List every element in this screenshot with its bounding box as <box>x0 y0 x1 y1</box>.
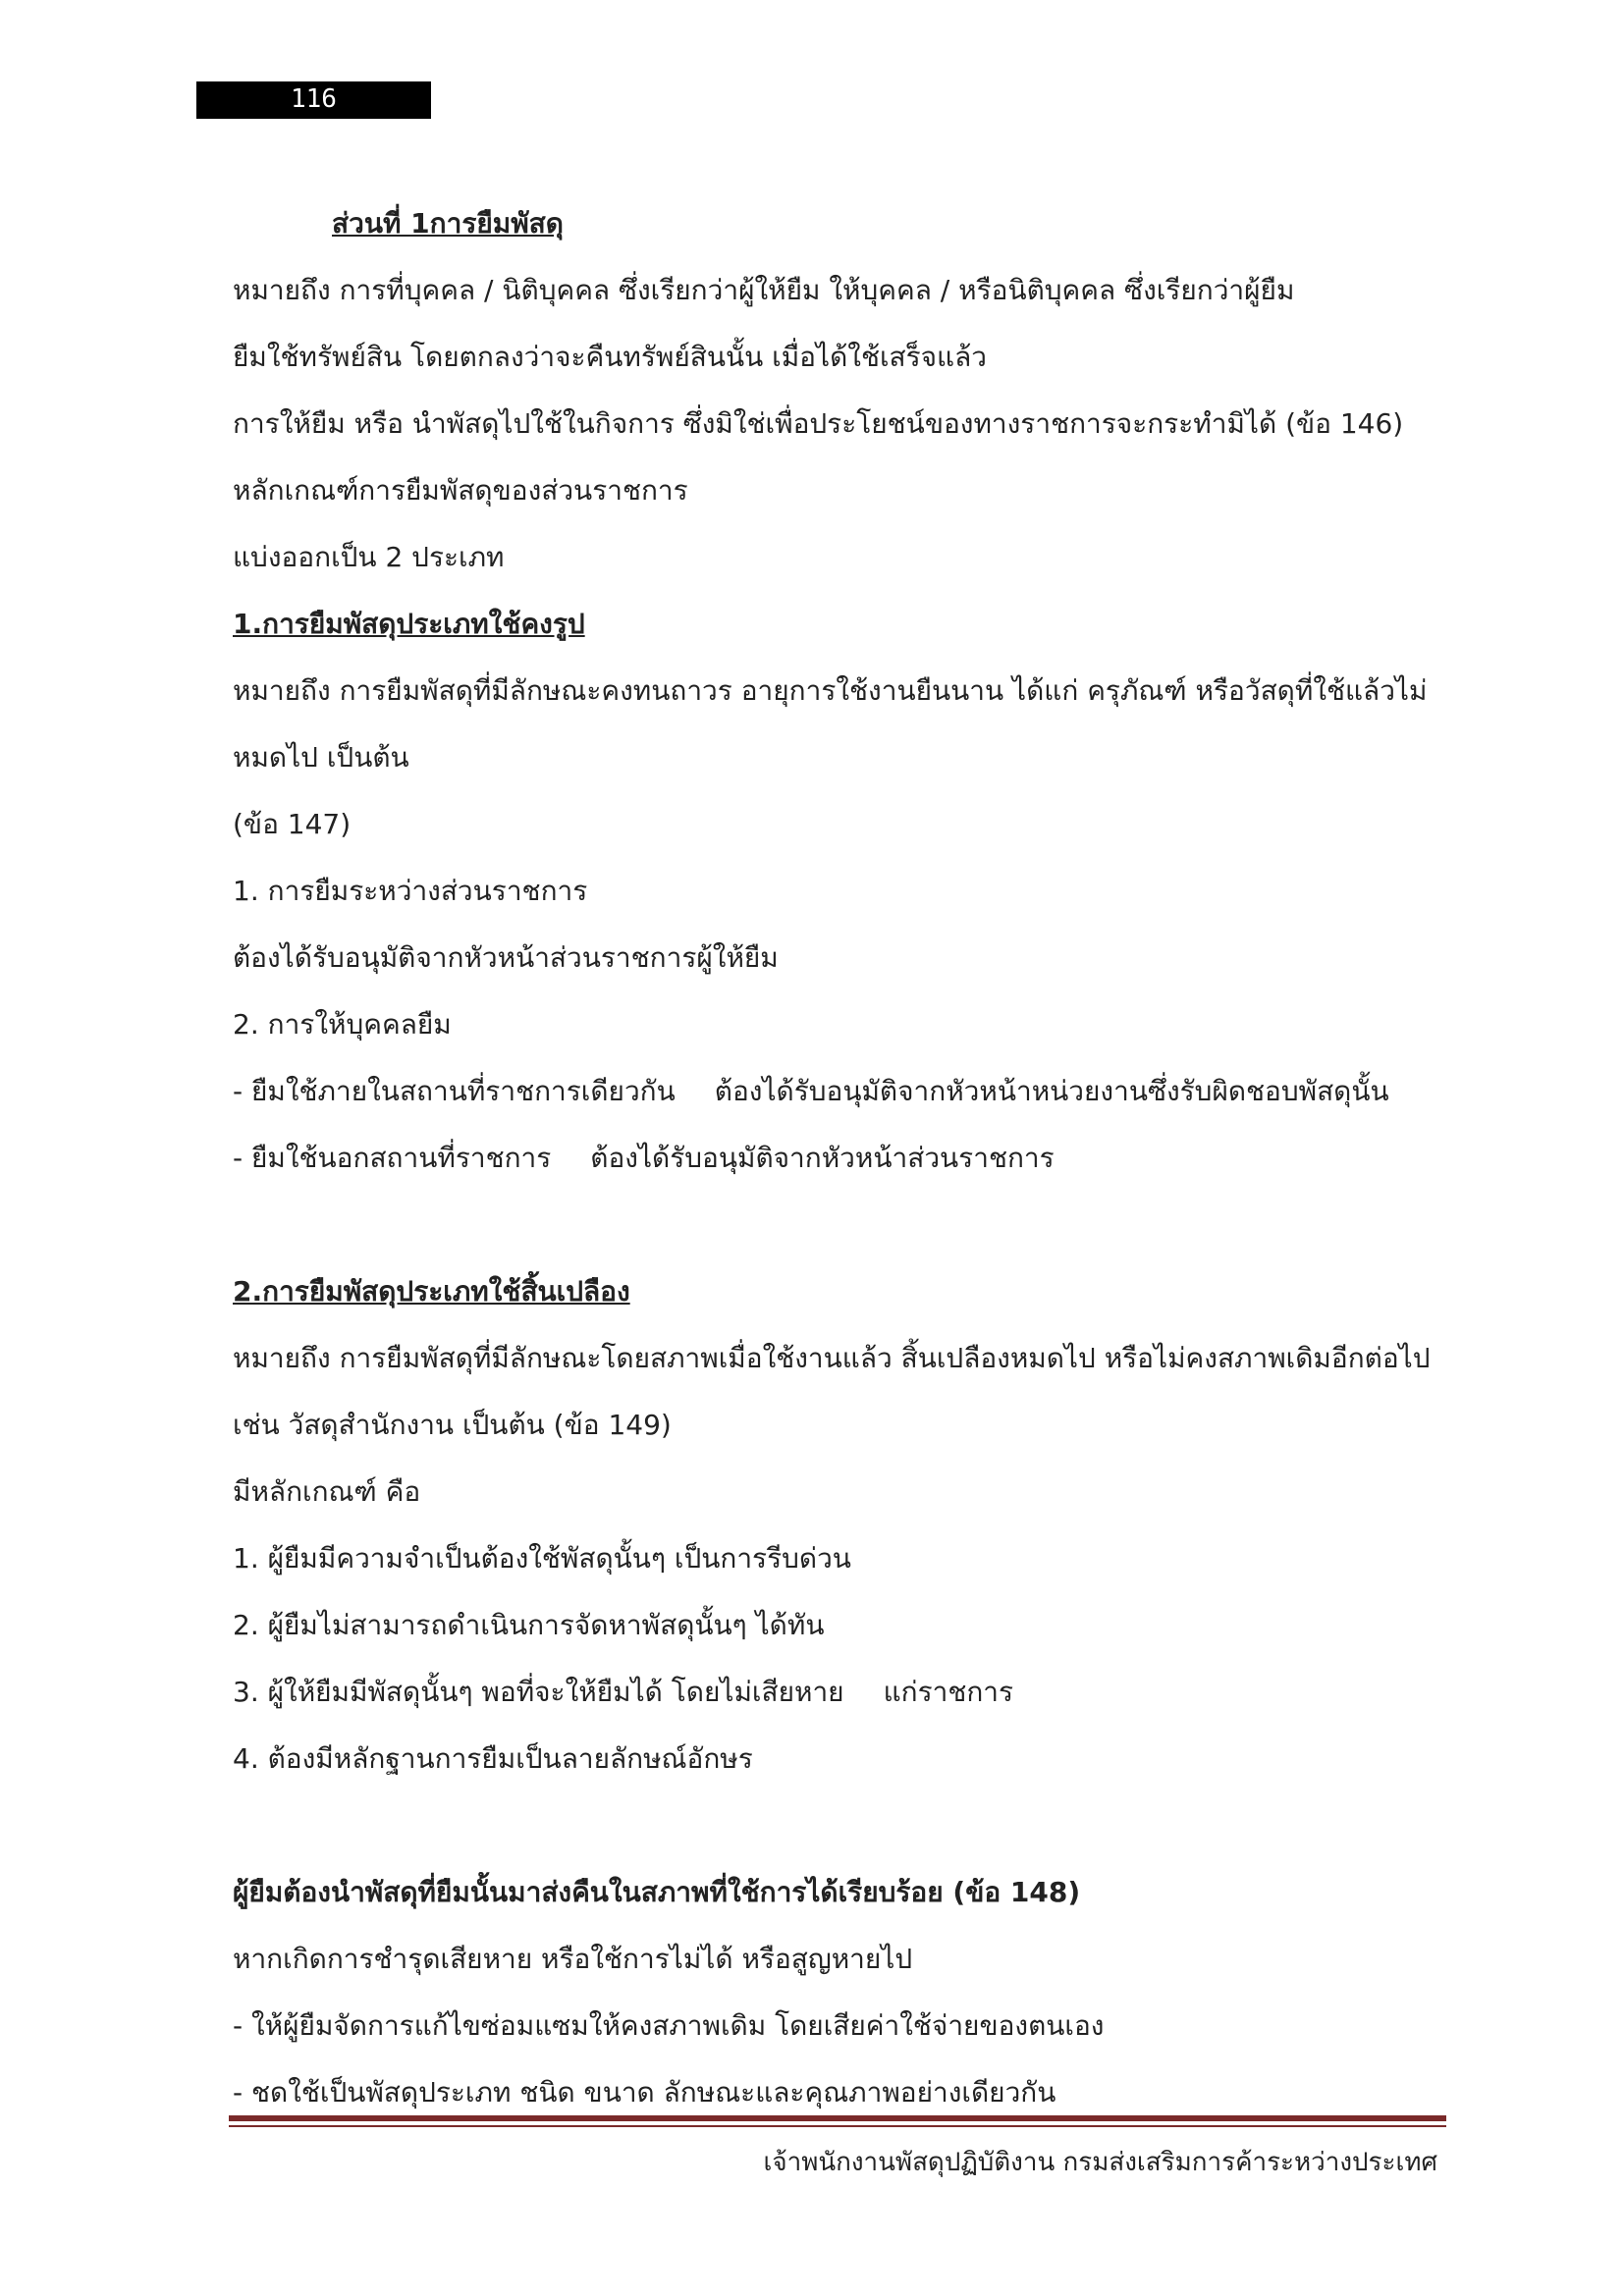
footer-rule-thin <box>229 2125 1446 2127</box>
return-title: ผู้ยืมต้องนำพัสดุที่ยืมนั้นมาส่งคืนในสภาพที่ใช้การได้เรียบร้อย (ข้อ 148) <box>233 1876 1081 1908</box>
section-1-definition-line-1: หมายถึง การที่บุคคล / นิติบุคคล ซึ่งเรียกว่าผู้ให้ยืม ให้บุคคล / หรือนิติบุคคล ซึ่งเรียกว่าผู้ยืม <box>233 274 1295 306</box>
type-1-item-2-b <box>233 1139 1055 1178</box>
section-1-types: แบ่งออกเป็น 2 ประเภท <box>233 541 505 573</box>
return-line-3: - ชดใช้เป็นพัสดุประเภท ชนิด ขนาด ลักษณะและคุณภาพอย่างเดียวกัน <box>233 2076 1056 2109</box>
type-1-item-2-a-detail: ต้องได้รับอนุมัติจากหัวหน้าหน่วยงานซึ่งรับผิดชอบพัสดุนั้น <box>714 1075 1389 1107</box>
type-2-criterion-3-suffix: แก่ราชการ <box>883 1676 1014 1708</box>
type-2-title: 2.การยืมพัสดุประเภทใช้สิ้นเปลือง <box>233 1275 630 1308</box>
type-2-definition-line-1: หมายถึง การยืมพัสดุที่มีลักษณะโดยสภาพเมื่อใช้งานแล้ว สิ้นเปลืองหมดไป หรือไม่คงสภาพเดิมอีกต่อไป <box>233 1342 1431 1374</box>
type-2-definition-line-2: เช่น วัสดุสำนักงาน เป็นต้น (ข้อ 149) <box>233 1409 672 1441</box>
type-1-item-1-detail: ต้องได้รับอนุมัติจากหัวหน้าส่วนราชการผู้ให้ยืม <box>233 941 779 974</box>
section-1-definition-line-3: การให้ยืม หรือ นำพัสดุไปใช้ในกิจการ ซึ่งมิใช่เพื่อประโยชน์ของทางราชการจะกระทำมิได้ (ข้อ 146) <box>233 407 1404 440</box>
type-2-criterion-3-text: 3. ผู้ให้ยืมมีพัสดุนั้นๆ พอที่จะให้ยืมได้ โดยไม่เสียหาย <box>233 1676 844 1708</box>
return-line-2: - ให้ผู้ยืมจัดการแก้ไขซ่อมแซมให้คงสภาพเดิม โดยเสียค่าใช้จ่ายของตนเอง <box>233 2009 1105 2042</box>
type-2-criterion-3 <box>233 1673 1013 1712</box>
type-1-reference: (ข้อ 147) <box>233 808 352 840</box>
type-2-criterion-4: 4. ต้องมีหลักฐานการยืมเป็นลายลักษณ์อักษร <box>233 1742 753 1775</box>
type-1-title: 1.การยืมพัสดุประเภทใช้คงรูป <box>233 608 585 640</box>
type-2-criterion-2: 2. ผู้ยืมไม่สามารถดำเนินการจัดหาพัสดุนั้นๆ ได้ทัน <box>233 1609 825 1641</box>
footer-rule <box>229 2115 1446 2121</box>
page-number: 116 <box>291 84 337 114</box>
return-line-1: หากเกิดการชำรุดเสียหาย หรือใช้การไม่ได้ หรือสูญหายไป <box>233 1943 913 1975</box>
type-1-item-2: 2. การให้บุคคลยืม <box>233 1008 452 1041</box>
section-1-title: ส่วนที่ 1การยืมพัสดุ <box>332 207 564 240</box>
type-1-definition-line-2: หมดไป เป็นต้น <box>233 741 409 774</box>
footer-text: เจ้าพนักงานพัสดุปฏิบัติงาน กรมส่งเสริมการค้าระหว่างประเทศ <box>763 2148 1437 2177</box>
type-2-criteria: มีหลักเกณฑ์ คือ <box>233 1475 421 1508</box>
type-2-criterion-1: 1. ผู้ยืมมีความจำเป็นต้องใช้พัสดุนั้นๆ เป็นการรีบด่วน <box>233 1542 851 1575</box>
type-1-item-2-b-label: - ยืมใช้นอกสถานที่ราชการ <box>233 1142 552 1174</box>
type-1-item-2-b-detail: ต้องได้รับอนุมัติจากหัวหน้าส่วนราชการ <box>590 1142 1055 1174</box>
type-1-definition-line-1: หมายถึง การยืมพัสดุที่มีลักษณะคงทนถาวร อายุการใช้งานยืนนาน ได้แก่ ครุภัณฑ์ หรือวัสดุที่ใช้แล้วไม่ <box>233 674 1428 707</box>
type-1-item-2-a-label: - ยืมใช้ภายในสถานที่ราชการเดียวกัน <box>233 1075 676 1107</box>
section-1-rule: หลักเกณฑ์การยืมพัสดุของส่วนราชการ <box>233 474 688 507</box>
section-1-definition-line-2: ยืมใช้ทรัพย์สิน โดยตกลงว่าจะคืนทรัพย์สินนั้น เมื่อได้ใช้เสร็จแล้ว <box>233 341 987 373</box>
type-1-item-1: 1. การยืมระหว่างส่วนราชการ <box>233 875 588 907</box>
type-1-item-2-a <box>233 1072 1389 1111</box>
